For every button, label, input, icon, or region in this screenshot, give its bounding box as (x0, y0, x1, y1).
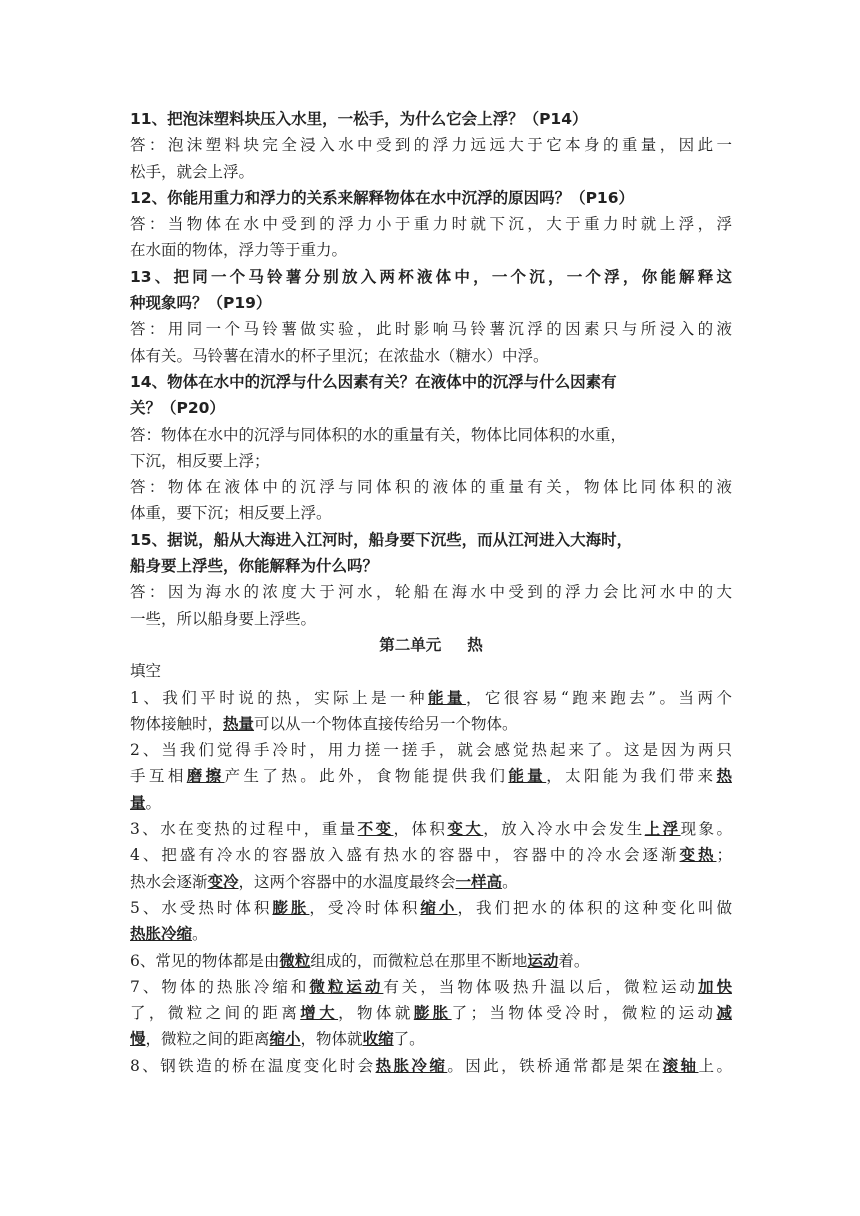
text: 上。 (698, 1056, 732, 1075)
keyword: 微粒运动 (309, 976, 384, 996)
text: 组成的，而微粒总在那里不断地 (310, 951, 528, 970)
text: 。因此，铁桥通常都是架在 (447, 1056, 663, 1075)
text: 物体接触时， (130, 714, 224, 733)
fill-5-line-2 (130, 921, 732, 947)
text: 现象。 (680, 820, 732, 839)
text: 了；当物体受冷时，微粒的运动 (451, 1004, 717, 1023)
answer-15-line-1: 答：因为海水的浓度大于河水，轮船在海水中受到的浮力会比河水中的大 (130, 583, 732, 602)
text: ，太阳能为我们带来 (546, 767, 717, 786)
fill-4-line-1 (130, 842, 732, 868)
keyword: 上浮 (644, 819, 681, 839)
text: ，这两个容器中的水温度最终会 (238, 872, 456, 891)
text: 。 (145, 793, 162, 812)
fill-4-line-2 (130, 869, 732, 895)
text: 手互相 (130, 767, 187, 786)
fill-2-line-2 (130, 763, 732, 789)
text: 8、钢铁造的桥在温度变化时会 (130, 1056, 376, 1075)
fill-7-line-2 (130, 1000, 732, 1026)
keyword: 减 (716, 1003, 732, 1023)
text: 。 (192, 925, 208, 944)
unit-title (130, 632, 732, 658)
keyword: 缩小 (269, 1029, 301, 1049)
text: ，体积 (393, 820, 448, 839)
text: 了。 (393, 1030, 425, 1049)
text: 产生了热。此外，食物能提供我们 (224, 767, 509, 786)
keyword: 能量 (428, 687, 466, 707)
keyword: 变冷 (207, 871, 239, 891)
question-14-line-1: 14、物体在水中的沉浮与什么因素有关？在液体中的沉浮与什么因素有 (130, 372, 617, 391)
unit-title-part-1: 第二单元 (379, 635, 442, 654)
text: 有关，当物体吸热升温以后，微粒运动 (383, 977, 698, 996)
fill-blank-label: 填空 (130, 662, 162, 681)
answer-11-line-1: 答：泡沫塑料块完全浸入水中受到的浮力远远大于它本身的重量，因此一 (130, 136, 732, 155)
keyword: 慢 (130, 1029, 146, 1049)
document-page (130, 106, 732, 1079)
text: 5、水受热时体积 (130, 898, 273, 917)
text: ，受冷时体积 (309, 898, 421, 917)
text: ，微粒之间的距离 (145, 1030, 270, 1049)
text: 。 (502, 872, 518, 891)
fill-7-line-1 (130, 974, 732, 1000)
keyword: 磨擦 (186, 766, 225, 786)
fill-1-line-1 (130, 685, 732, 711)
text: ，放入冷水中会发生 (483, 820, 645, 839)
keyword: 运动 (527, 950, 559, 970)
fill-2-line-1: 2、当我们觉得手冷时，用力搓一搓手，就会感觉热起来了。这是因为两只 (130, 741, 732, 760)
text: ，它很容易“跑来跑去”。当两个 (465, 688, 732, 707)
fill-2-line-3 (130, 790, 732, 816)
answer-12-line-1: 答：当物体在水中受到的浮力小于重力时就下沉，大于重力时就上浮，浮 (130, 215, 732, 234)
text: 热水会逐渐 (130, 872, 208, 891)
answer-15-line-2: 一些，所以船身要上浮些。 (130, 609, 317, 628)
keyword: 增大 (300, 1003, 339, 1023)
text: 着。 (558, 951, 590, 970)
fill-5-line-1 (130, 895, 732, 921)
keyword: 变大 (447, 819, 484, 839)
question-12: 12、你能用重力和浮力的关系来解释物体在水中沉浮的原因吗？（P16） (130, 188, 635, 207)
text: ； (716, 846, 732, 865)
text: 1、我们平时说的热，实际上是一种 (130, 688, 428, 707)
keyword: 热胀冷缩 (375, 1055, 448, 1075)
keyword: 膨胀 (413, 1003, 452, 1023)
answer-11-line-2: 松手，就会上浮。 (130, 162, 255, 181)
keyword: 热 (716, 766, 732, 786)
question-14-line-2: 关？（P20） (130, 399, 225, 418)
keyword: 滚轴 (662, 1055, 699, 1075)
text: 3、水在变热的过程中，重量 (130, 820, 358, 839)
keyword: 变热 (679, 845, 717, 865)
question-15-line-2: 船身要上浮些，你能解释为什么吗？ (130, 557, 379, 576)
answer-14b-line-1: 答：物体在液体中的沉浮与同体积的液体的重量有关，物体比同体积的液 (130, 478, 732, 497)
question-13-line-2: 种现象吗？（P19） (130, 294, 272, 313)
keyword: 缩小 (420, 897, 458, 917)
keyword: 微粒 (279, 950, 311, 970)
keyword: 能量 (508, 766, 547, 786)
text: 可以从一个物体直接传给另一个物体。 (254, 714, 518, 733)
fill-8 (130, 1053, 732, 1079)
answer-14b-line-2: 体重，要下沉；相反要上浮。 (130, 504, 332, 523)
text: ，物体就 (300, 1030, 363, 1049)
text: ，物体就 (338, 1004, 414, 1023)
keyword: 热量 (223, 713, 255, 733)
answer-13-line-2: 体有关。马铃薯在清水的杯子里沉；在浓盐水（糖水）中浮。 (130, 346, 549, 365)
question-11: 11、把泡沫塑料块压入水里，一松手，为什么它会上浮？（P14） (130, 110, 588, 128)
keyword: 热胀冷缩 (130, 924, 193, 944)
text: ，我们把水的体积的这种变化叫做 (457, 898, 732, 917)
question-15-line-1: 15、据说，船从大海进入江河时，船身要下沉些，而从江河进入大海时， (130, 530, 633, 549)
text: 4、把盛有冷水的容器放入盛有热水的容器中，容器中的冷水会逐渐 (130, 846, 680, 865)
keyword: 不变 (357, 819, 394, 839)
keyword: 一样高 (455, 871, 503, 891)
answer-14a-line-2: 下沉，相反要上浮； (130, 451, 270, 470)
text: 了，微粒之间的距离 (130, 1004, 301, 1023)
unit-title-part-2: 热 (467, 635, 483, 654)
fill-7-line-3 (130, 1026, 732, 1052)
text: 6、常见的物体都是由 (130, 951, 280, 970)
keyword: 收缩 (362, 1029, 394, 1049)
keyword: 量 (130, 792, 146, 812)
fill-3 (130, 816, 732, 842)
keyword: 加快 (697, 976, 732, 996)
fill-1-line-2 (130, 711, 732, 737)
answer-12-line-2: 在水面的物体，浮力等于重力。 (130, 241, 348, 260)
fill-6 (130, 948, 732, 974)
text: 7、物体的热胀冷缩和 (130, 977, 310, 996)
answer-13-line-1: 答：用同一个马铃薯做实验，此时影响马铃薯沉浮的因素只与所浸入的液 (130, 320, 732, 339)
keyword: 膨胀 (272, 897, 310, 917)
question-13-line-1: 13、把同一个马铃薯分别放入两杯液体中，一个沉，一个浮，你能解释这 (130, 267, 732, 286)
answer-14a-line-1: 答：物体在水中的沉浮与同体积的水的重量有关，物体比同体积的水重， (130, 425, 627, 444)
